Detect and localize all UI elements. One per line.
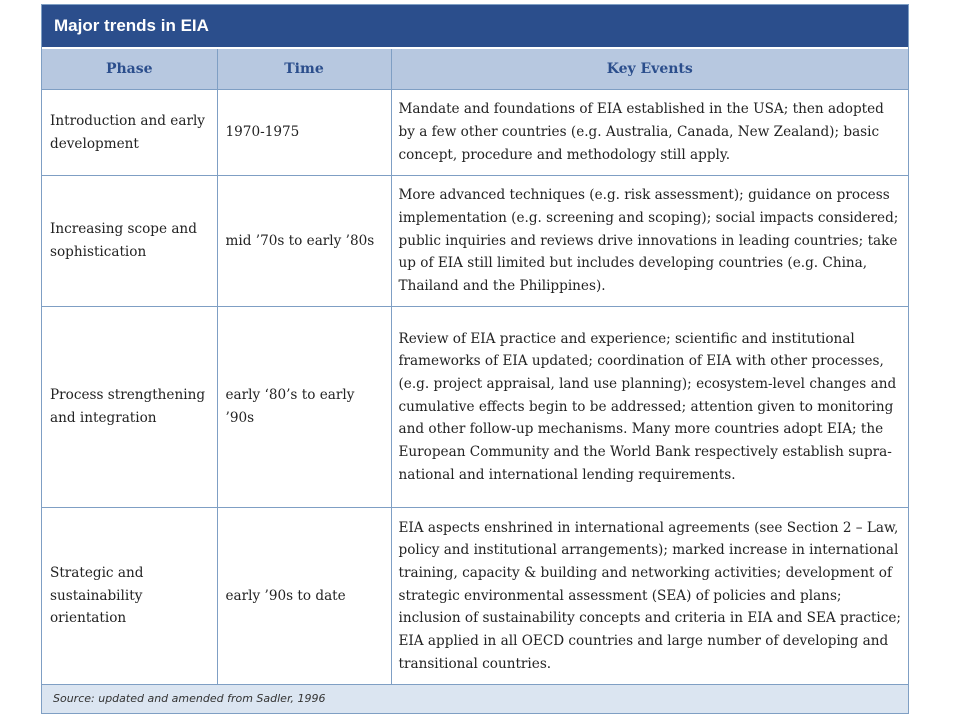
phase-cell: Process strengthening and integration: [42, 307, 217, 508]
table-row: [42, 176, 908, 307]
time-cell: early ‘80’s to early ’90s: [217, 307, 391, 508]
table-row: [42, 90, 908, 176]
table-row: [42, 307, 908, 508]
phase-cell: Introduction and early development: [42, 90, 217, 176]
source-note: Source: updated and amended from Sadler, 1996: [42, 685, 908, 713]
header-row: [42, 49, 908, 90]
key-events-cell: Mandate and foundations of EIA established in the USA; then adopted by a few other countries (e.g. Australia, Canada, New Zealand); basic concept, procedure and methodology still apply.: [391, 90, 908, 176]
time-cell: 1970-1975: [217, 90, 391, 176]
time-cell: early ’90s to date: [217, 508, 391, 685]
header-time: Time: [217, 49, 391, 90]
header-phase: Phase: [42, 49, 217, 90]
key-events-cell: More advanced techniques (e.g. risk assessment); guidance on process implementation (e.g. screening and scoping); social impacts considered; public inquiries and reviews drive innovations in leading countries; take up of EIA still limited but includes developing countries (e.g. China, Thailand and the Philippines).: [391, 176, 908, 307]
header-key-events: Key Events: [391, 49, 908, 90]
key-events-cell: Review of EIA practice and experience; scientific and institutional frameworks of EIA updated; coordination of EIA with other processes, (e.g. project appraisal, land use planning); ecosystem-level changes and cumulative effects begin to be addressed; attention given to monitoring and other follow-up mechanisms. Many more countries adopt EIA; the European Community and the World Bank respectively establish supra-national and international lending requirements.: [391, 307, 908, 508]
trends-table: [42, 49, 908, 685]
trends-table-panel: [41, 4, 909, 714]
time-cell: mid ’70s to early ’80s: [217, 176, 391, 307]
phase-cell: Strategic and sustainability orientation: [42, 508, 217, 685]
table-row: [42, 508, 908, 685]
table-title: Major trends in EIA: [42, 5, 908, 47]
key-events-cell: EIA aspects enshrined in international agreements (see Section 2 – Law, policy and institutional arrangements); marked increase in international training, capacity & building and networking activities; development of strategic environmental assessment (SEA) of policies and plans; inclusion of sustainability concepts and criteria in EIA and SEA practice; EIA applied in all OECD countries and large number of developing and transitional countries.: [391, 508, 908, 685]
phase-cell: Increasing scope and sophistication: [42, 176, 217, 307]
